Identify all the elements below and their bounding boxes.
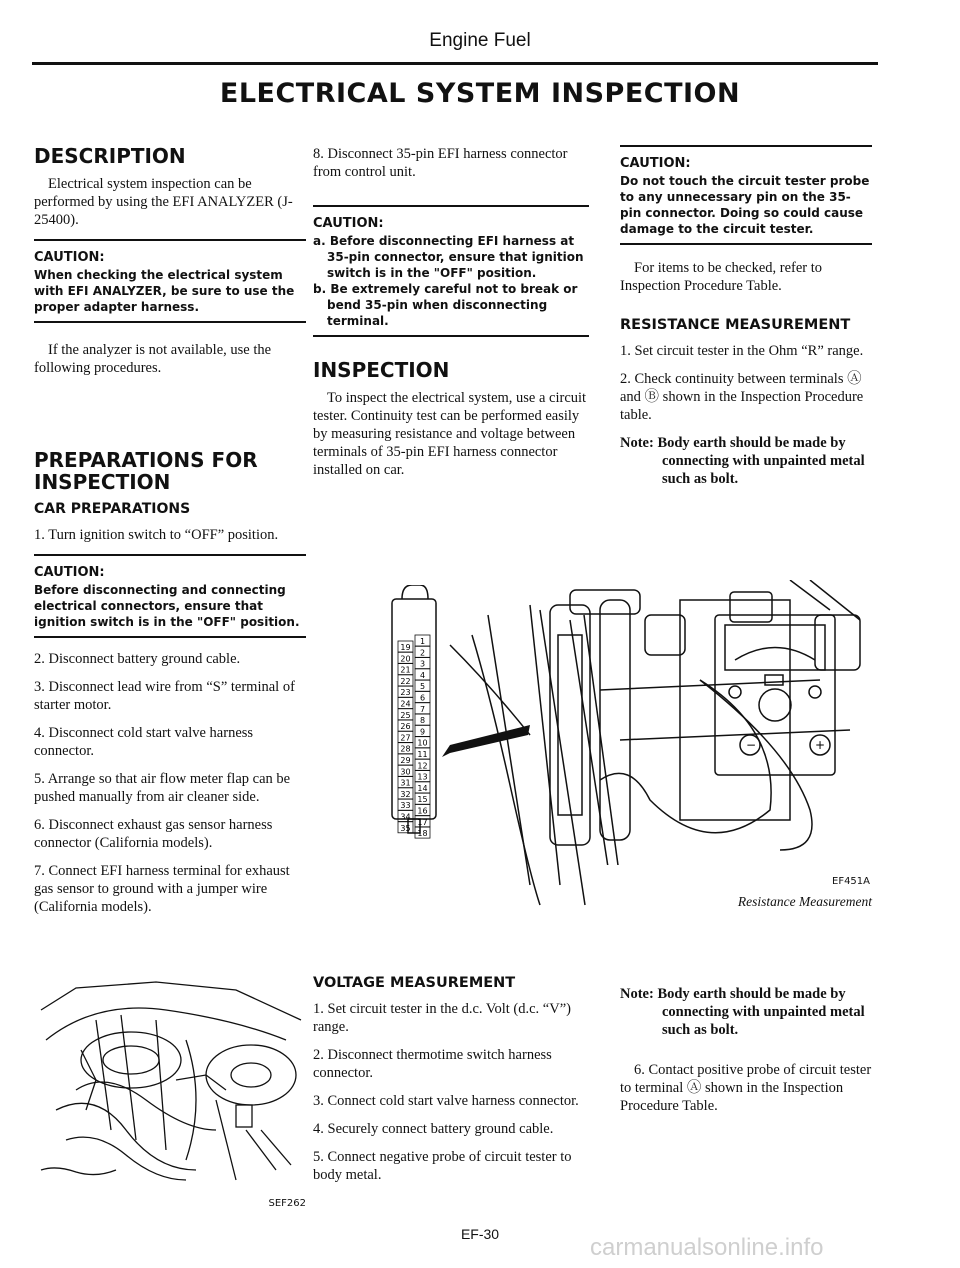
pin-label: 27 (400, 733, 411, 743)
pin-label: 19 (400, 643, 411, 652)
pin-labels-left (398, 641, 413, 833)
step-8: 8. Disconnect 35-pin EFI harness connector from control unit. (313, 146, 568, 180)
pin-label: 28 (400, 744, 411, 754)
caution-rule-top (34, 239, 306, 241)
page-title: ELECTRICAL SYSTEM INSPECTION (219, 78, 741, 109)
pin-label: 5 (419, 682, 426, 692)
pin-label: 1 (419, 637, 426, 646)
caution-label: CAUTION: (620, 156, 691, 171)
voltage-heading: VOLTAGE MEASUREMENT (313, 975, 516, 991)
column-left (34, 145, 306, 926)
voltage-step-2: 2. Disconnect thermotime switch harness connector. (313, 1047, 552, 1081)
voltage-step-4: 4. Securely connect battery ground cable. (313, 1121, 554, 1137)
pin-label: 33 (400, 801, 411, 811)
pin-label: 15 (417, 795, 428, 805)
arrow-icon (442, 725, 530, 757)
pin-label: 26 (400, 722, 411, 732)
caution-rule-top (620, 145, 872, 147)
description-heading: DESCRIPTION (34, 144, 186, 168)
pin-label: 21 (400, 665, 411, 675)
caution-rule-bottom (34, 321, 306, 323)
watermark: carmanualsonline.info (590, 1234, 824, 1261)
note-body-earth: Note: Body earth should be made by connecting with unpainted metal such as bolt. (620, 986, 865, 1038)
page-number: EF-30 (460, 1226, 500, 1242)
step-6: 6. Disconnect exhaust gas sensor harness connector (California models). (34, 817, 273, 851)
pin-label: 7 (419, 704, 426, 714)
pin-label: 32 (400, 789, 411, 799)
voltage-step-3: 3. Connect cold start valve harness connector. (313, 1093, 579, 1109)
voltage-section (313, 975, 589, 1194)
column-right (620, 145, 872, 498)
caution-rule-bottom (313, 335, 589, 337)
plus-icon: + (815, 738, 826, 752)
pin-label: 4 (419, 670, 426, 680)
pin-label: 29 (400, 756, 411, 765)
pin-label: 17 (417, 817, 428, 827)
inspection-heading: INSPECTION (313, 358, 450, 382)
step-2: 2. Disconnect battery ground cable. (34, 651, 241, 667)
caution-label: CAUTION: (313, 216, 384, 231)
pin-label: 13 (417, 772, 428, 782)
pin-label: 22 (400, 676, 411, 686)
step-1: 1. Turn ignition switch to “OFF” position. (34, 527, 279, 543)
pin-label: 30 (400, 767, 411, 777)
preparations-heading: PREPARATIONS FOR INSPECTION (34, 448, 258, 494)
pin-label: 31 (400, 778, 411, 788)
resistance-step-1: 1. Set circuit tester in the Ohm “R” range. (620, 343, 864, 359)
pin-label: 34 (400, 812, 411, 822)
caution-rule-top (34, 554, 306, 556)
caution-item-a: a. Before disconnecting EFI harness at 35-pin connector, ensure that ignition switch is in the "OFF" position. (313, 234, 584, 280)
description-text: Electrical system inspection can be performed by using the EFI ANALYZER (J-25400). (34, 176, 293, 228)
caution-item-b: b. Be extremely careful not to break or bend 35-pin when disconnecting terminal. (313, 282, 578, 328)
pin-label: 24 (400, 699, 411, 709)
caution-text: Do not touch the circuit tester probe to any unnecessary pin on the 35-pin connector. Doing so could cause damage to the circuit tester. (620, 174, 870, 236)
column-middle (313, 145, 589, 489)
caution-text: Before disconnecting and connecting electrical connectors, ensure that ignition switch is in the "OFF" position. (34, 583, 300, 629)
pin-label: 12 (417, 761, 428, 771)
figure-caption: Resistance Measurement (737, 894, 872, 909)
pin-label: 11 (417, 750, 428, 759)
caution-label: CAUTION: (34, 250, 105, 265)
resistance-heading: RESISTANCE MEASUREMENT (620, 317, 851, 333)
voltage-step-5: 5. Connect negative probe of circuit tester to body metal. (313, 1149, 572, 1183)
pin-label: 2 (419, 648, 426, 658)
pin-label: 14 (417, 783, 428, 793)
figure-code: EF451A (832, 876, 870, 887)
pin-label: 18 (417, 829, 428, 839)
minus-icon: − (746, 738, 757, 752)
caution-text: When checking the electrical system with EFI ANALYZER, be sure to use the proper adapter harness. (34, 268, 295, 314)
pin-label: 23 (400, 688, 411, 698)
figure-code: SEF262 (268, 1198, 306, 1209)
pin-label: 3 (419, 659, 426, 669)
analyzer-text: If the analyzer is not available, use the following procedures. (34, 342, 272, 376)
voltage-step-1: 1. Set circuit tester in the d.c. Volt (d.c. “V”) range. (313, 1001, 571, 1035)
caution-rule-bottom (34, 636, 306, 638)
note-body-earth: Note: Body earth should be made by connecting with unpainted metal such as bolt. (620, 435, 865, 487)
inspection-text: To inspect the electrical system, use a circuit tester. Continuity test can be performed easily by measuring resistance and voltage between terminals of 35-pin EFI harness connector installed on car. (313, 390, 587, 478)
caution-rule-top (313, 205, 589, 207)
refer-text: For items to be checked, refer to Inspection Procedure Table. (620, 260, 823, 294)
caution-label: CAUTION: (34, 565, 105, 580)
pin-label: 16 (417, 806, 428, 816)
header-rule (32, 62, 878, 65)
pin-label: 35 (400, 823, 411, 833)
right-lower-section (620, 985, 872, 1125)
step-5: 5. Arrange so that air flow meter flap can be pushed manually from air cleaner side. (34, 771, 291, 805)
step-7: 7. Connect EFI harness terminal for exhaust gas sensor to ground with a jumper wire (California models). (34, 863, 290, 915)
pin-label: 10 (417, 738, 428, 748)
tester-figure (560, 580, 880, 865)
pin-label: 6 (419, 693, 426, 703)
pin-labels-right (415, 635, 430, 838)
car-preparations-heading: CAR PREPARATIONS (34, 501, 191, 517)
pin-label: 25 (400, 710, 411, 720)
resistance-step-2: 2. Check continuity between terminals Ⓐ and Ⓑ shown in the Inspection Procedure table. (620, 371, 864, 423)
step-3: 3. Disconnect lead wire from “S” terminal of starter motor. (34, 679, 295, 713)
engine-bay-figure (36, 980, 311, 1195)
pin-label: 9 (419, 727, 426, 737)
caution-rule-bottom (620, 243, 872, 245)
pin-label: 8 (419, 716, 426, 726)
pin-label: 20 (400, 654, 411, 664)
section-header: Engine Fuel (429, 30, 531, 51)
step-6: 6. Contact positive probe of circuit tester to terminal Ⓐ shown in the Inspection Procedure Table. (620, 1062, 872, 1114)
step-4: 4. Disconnect cold start valve harness connector. (34, 725, 254, 759)
